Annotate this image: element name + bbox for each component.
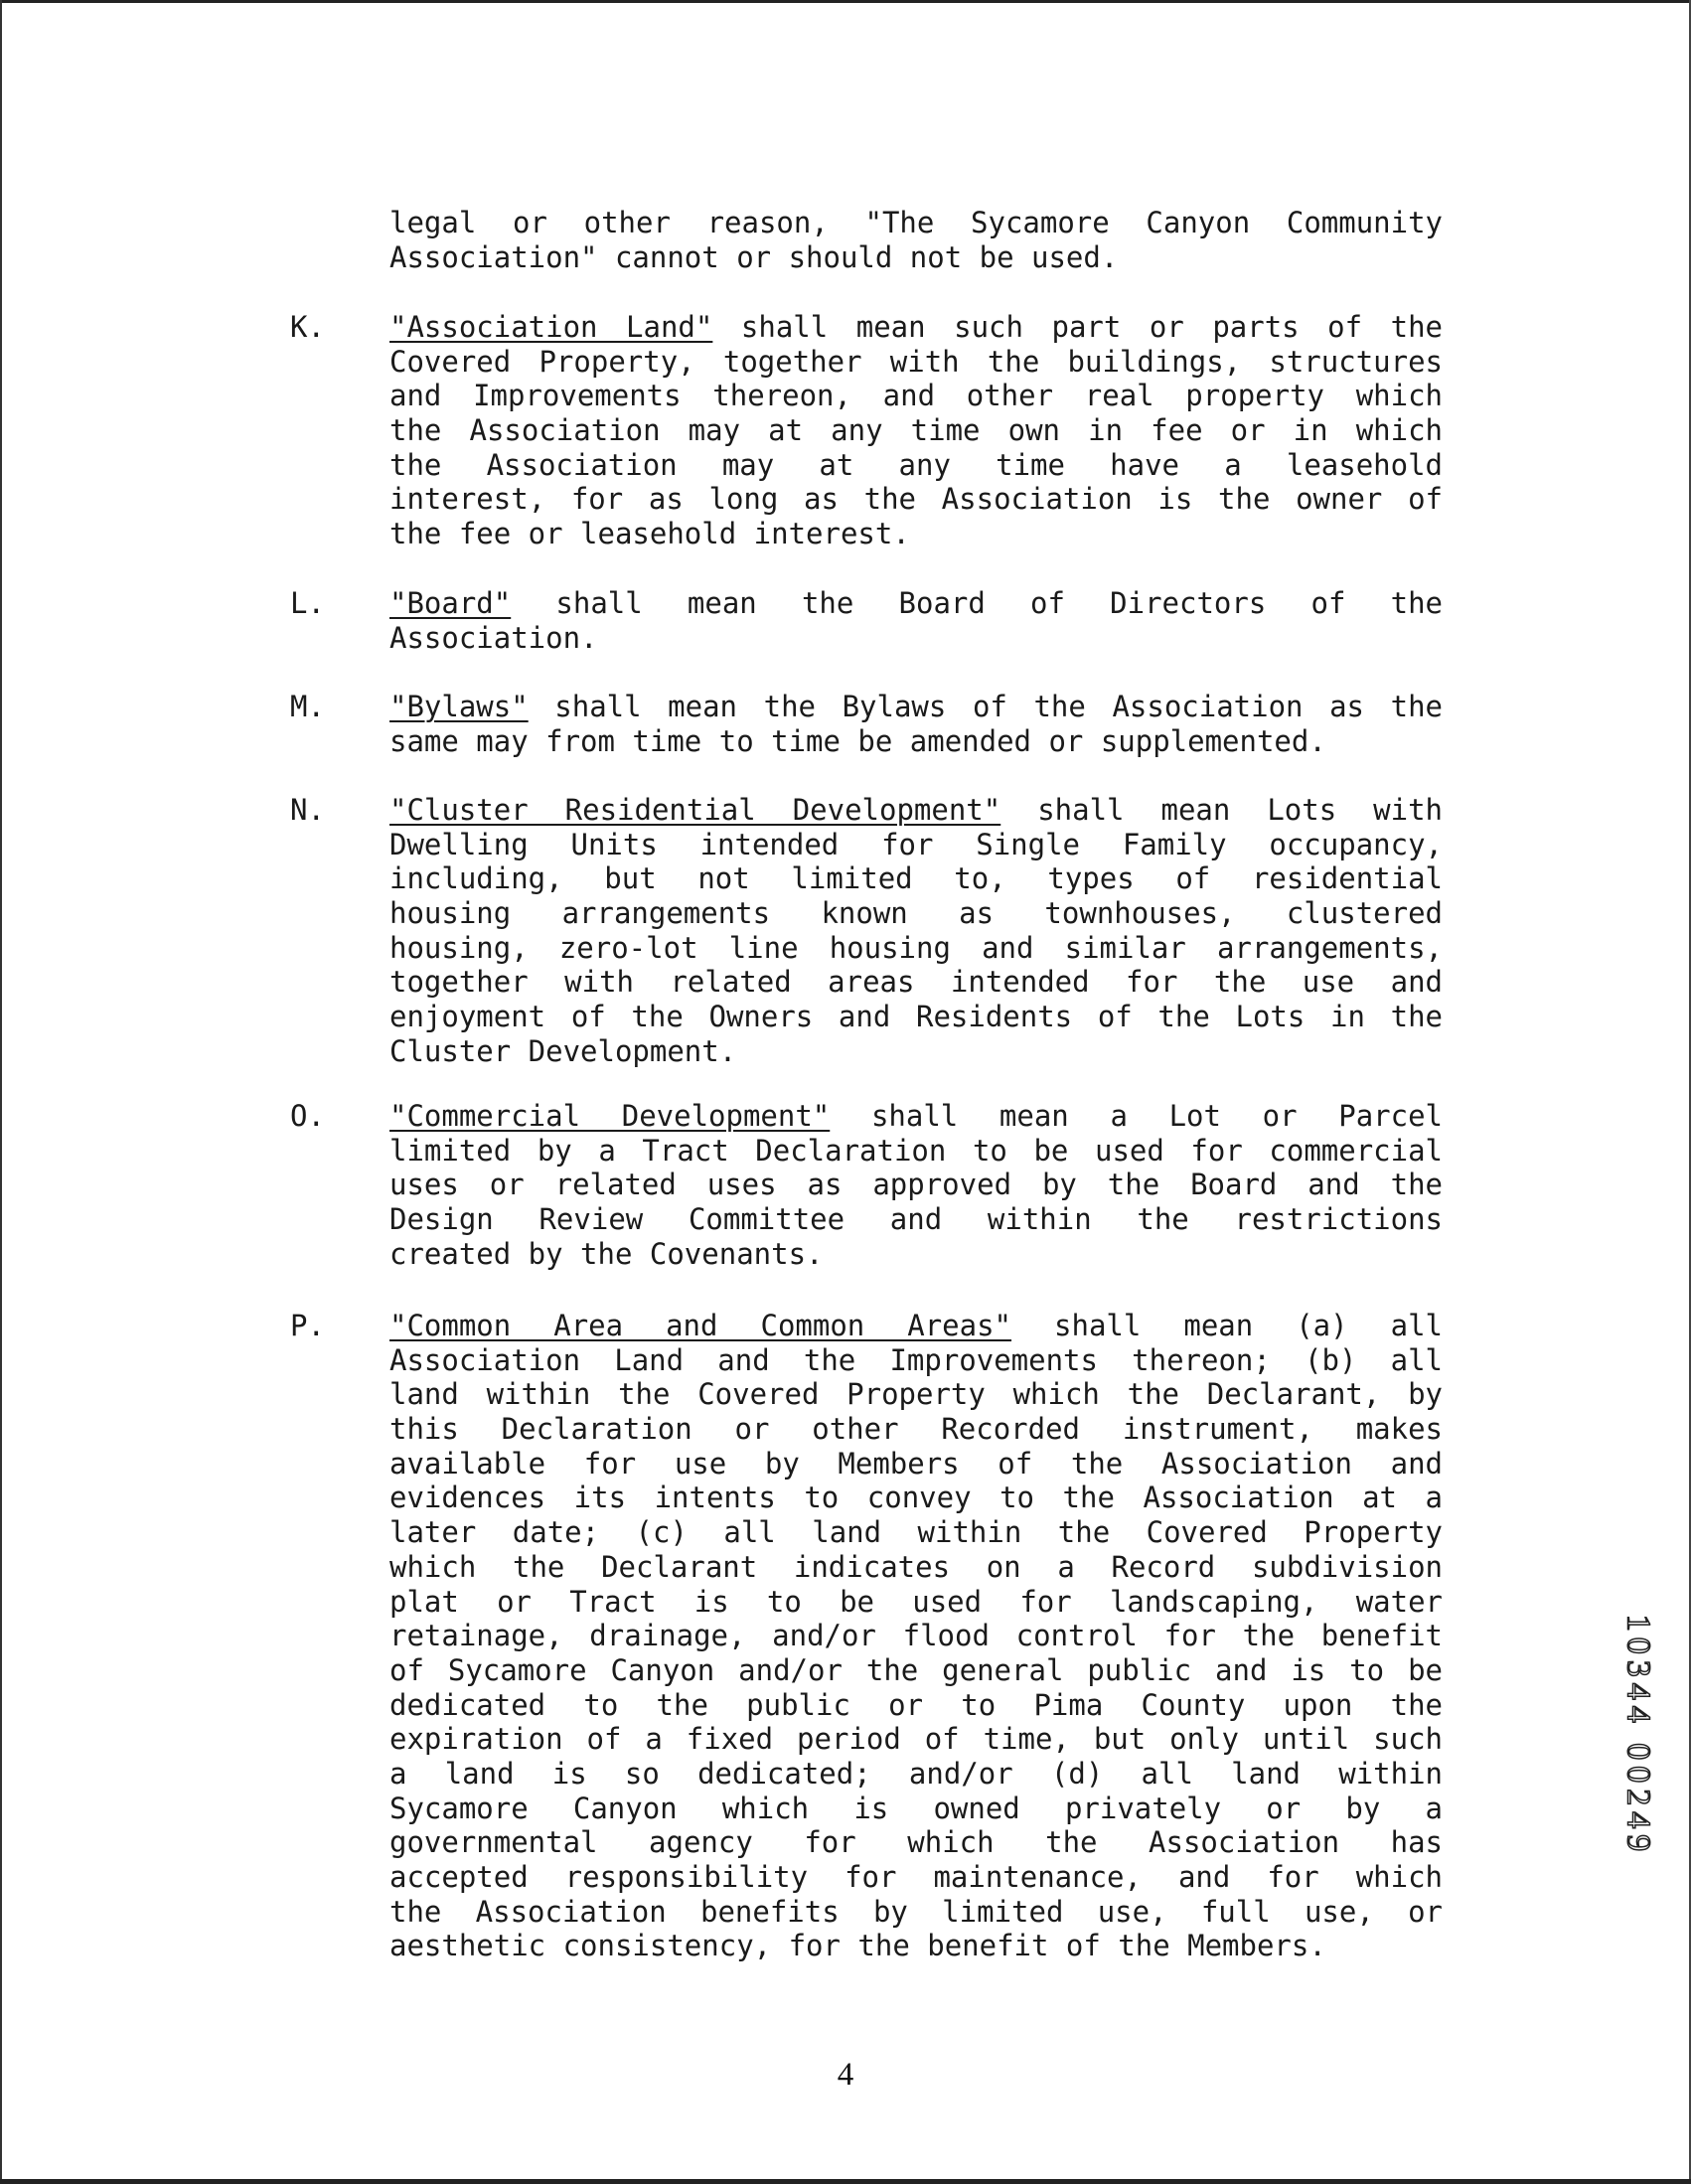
definition-letter-o: O. <box>290 1099 325 1133</box>
definition-first-line: "Association Land" shall mean such part or parts of the <box>389 310 1443 344</box>
text-line: later date; (c) all land within the Covered Property <box>389 1515 1443 1550</box>
text-line: Dwelling Units intended for Single Family occupancy, <box>389 827 1443 861</box>
text-line: evidences its intents to convey to the Association at a <box>389 1481 1443 1515</box>
recording-stamp-number: 10344 00249 <box>1619 1614 1656 1858</box>
definition-first-line: "Bylaws" shall mean the Bylaws of the Association as the <box>389 690 1443 723</box>
text-line: uses or related uses as approved by the Board and the <box>389 1168 1443 1202</box>
definition-first-line: "Cluster Residential Development" shall mean Lots with <box>389 793 1443 827</box>
page-number: 4 <box>837 2057 854 2093</box>
definition-letter-k: K. <box>290 310 325 344</box>
text-line: aesthetic consistency, for the benefit of the Members. <box>389 1929 1326 1963</box>
text-line: Association. <box>389 620 598 655</box>
text-line: Association" cannot or should not be used. <box>389 239 1119 274</box>
text-line: the Association may at any time have a leasehold <box>389 447 1443 482</box>
definition-m <box>389 690 1443 758</box>
text-line: housing arrangements known as townhouses, clustered <box>389 896 1443 931</box>
text-line: retainage, drainage, and/or flood control for the benefit <box>389 1619 1443 1653</box>
text-line: expiration of a fixed period of time, but only until such <box>389 1722 1443 1757</box>
text-line: the Association benefits by limited use, full use, or <box>389 1894 1443 1929</box>
text-line: legal or other reason, "The Sycamore Canyon Community <box>389 206 1443 239</box>
left-scan-border <box>0 0 2 2184</box>
defined-term: "Board" <box>389 586 512 620</box>
text-line: Covered Property, together with the buildings, structures <box>389 344 1443 379</box>
text-line: Cluster Development. <box>389 1033 737 1068</box>
text-line: the Association may at any time own in fee or in which <box>389 413 1443 448</box>
text-line: limited by a Tract Declaration to be used for commercial <box>389 1133 1443 1168</box>
top-scan-border <box>0 0 1691 3</box>
text-line: land within the Covered Property which the Declarant, by <box>389 1377 1443 1412</box>
definition-p <box>389 1309 1443 1963</box>
text-line: created by the Covenants. <box>389 1236 824 1271</box>
text-line: available for use by Members of the Association and <box>389 1446 1443 1481</box>
text-line: housing, zero-lot line housing and similar arrangements, <box>389 930 1443 965</box>
text-line: same may from time to time be amended or supplemented. <box>389 723 1326 758</box>
text-line: including, but not limited to, types of residential <box>389 861 1443 896</box>
defined-term: "Commercial Development" <box>389 1099 831 1133</box>
definition-first-line: "Board" shall mean the Board of Directors of the <box>389 586 1443 620</box>
definition-o <box>389 1099 1443 1271</box>
definition-letter-l: L. <box>290 586 325 620</box>
defined-term: "Bylaws" <box>389 690 529 723</box>
definition-k <box>389 310 1443 551</box>
definition-first-line: "Common Area and Common Areas" shall mean (a) all <box>389 1309 1443 1342</box>
text-line: Sycamore Canyon which is owned privately or by a <box>389 1791 1443 1825</box>
bottom-scan-border <box>0 2179 1691 2184</box>
text-line: Association Land and the Improvements thereon; (b) all <box>389 1342 1443 1377</box>
defined-term: "Cluster Residential Development" <box>389 793 1001 827</box>
text-line: this Declaration or other Recorded instrument, makes <box>389 1412 1443 1447</box>
text-line: enjoyment of the Owners and Residents of the Lots in the <box>389 1000 1443 1034</box>
text-line: the fee or leasehold interest. <box>389 517 910 551</box>
text-line: plat or Tract is to be used for landscaping, water <box>389 1584 1443 1619</box>
text-line: accepted responsibility for maintenance, and for which <box>389 1860 1443 1894</box>
text-line: dedicated to the public or to Pima County upon the <box>389 1687 1443 1722</box>
definition-letter-p: P. <box>290 1309 325 1342</box>
text-line: which the Declarant indicates on a Record subdivision <box>389 1549 1443 1584</box>
definition-l <box>389 586 1443 655</box>
defined-term: "Association Land" <box>389 310 713 344</box>
text-line: interest, for as long as the Association is the owner of <box>389 482 1443 517</box>
text-line: and Improvements thereon, and other real property which <box>389 379 1443 413</box>
text-line: Design Review Committee and within the restrictions <box>389 1202 1443 1237</box>
text-line: of Sycamore Canyon and/or the general public and is to be <box>389 1652 1443 1687</box>
defined-term: "Common Area and Common Areas" <box>389 1309 1012 1342</box>
text-line: together with related areas intended for the use and <box>389 965 1443 1000</box>
text-line: governmental agency for which the Association has <box>389 1825 1443 1860</box>
continuation-paragraph <box>389 206 1443 274</box>
definition-letter-m: M. <box>290 690 325 723</box>
definition-letter-n: N. <box>290 793 325 827</box>
definition-first-line: "Commercial Development" shall mean a Lot or Parcel <box>389 1099 1443 1133</box>
text-line: a land is so dedicated; and/or (d) all land within <box>389 1756 1443 1791</box>
definition-n <box>389 793 1443 1069</box>
